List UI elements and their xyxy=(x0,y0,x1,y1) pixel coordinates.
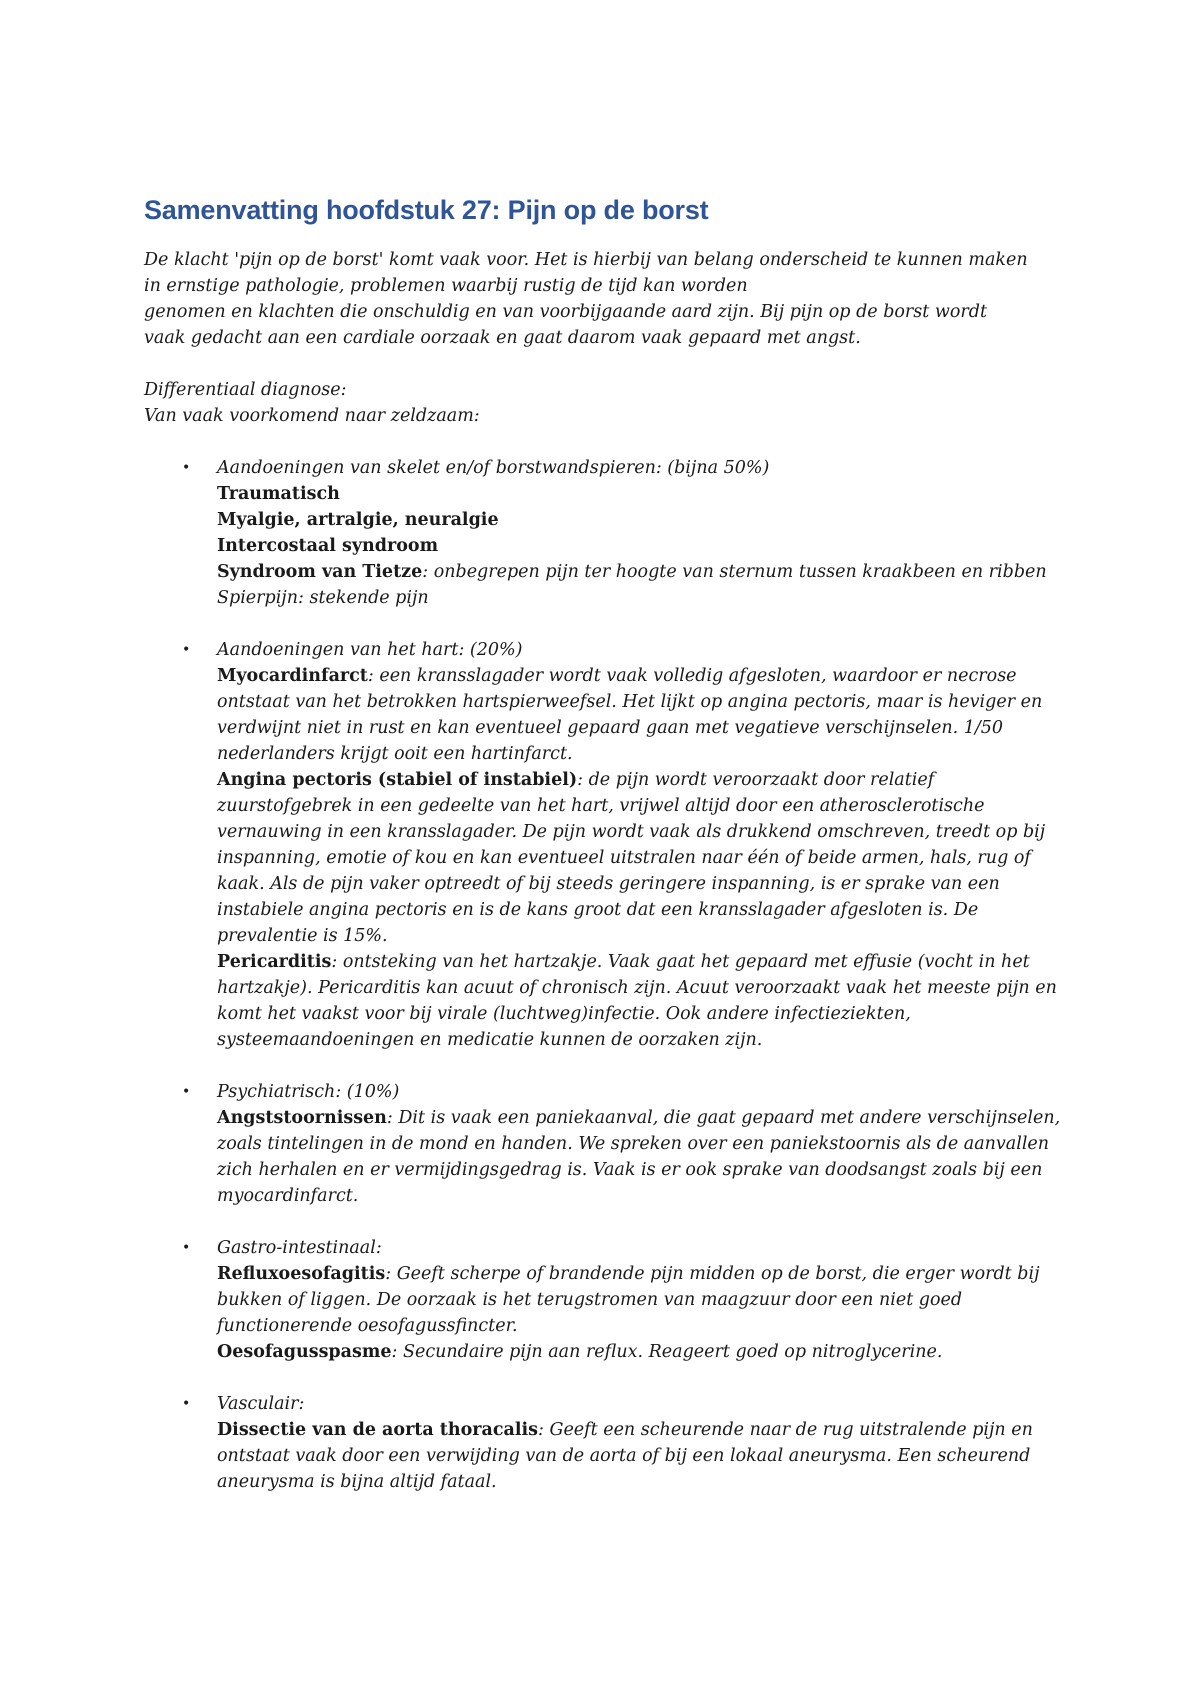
bullet-icon: • xyxy=(182,1240,191,1256)
entry-term: Pericarditis xyxy=(217,952,332,972)
list-item xyxy=(144,455,1064,611)
section-entry xyxy=(217,481,1064,507)
entry-text: : onbegrepen pijn ter hoogte van sternum tussen kraakbeen en ribben xyxy=(422,562,1047,582)
entry-text: : de pijn wordt veroorzaakt door relatief zuurstofgebrek in een gedeelte van het hart, vrijwel altijd door een atherosclerotische vernauwing in een kransslagader. De pijn wordt vaak als drukkend omschreven, treedt op bij inspanning, emotie of kou en kan eventueel uitstralen naar één of beide armen, hals, rug of kaak. Als de pijn vaker optreedt of bij steeds geringere inspanning, is er sprake van een instabiele angina pectoris en is de kans groot dat een kransslagader afgesloten is. De prevalentie is 15%. xyxy=(217,770,1046,946)
entry-term: Oesofagusspasme xyxy=(217,1342,392,1362)
entry-text: Spierpijn: stekende pijn xyxy=(217,588,429,608)
section-heading: Aandoeningen van skelet en/of borstwandspieren: (bijna 50%) xyxy=(217,458,770,478)
entry-term: Intercostaal syndroom xyxy=(217,536,439,556)
entry-text: : ontsteking van het hartzakje. Vaak gaat het gepaard met effusie (vocht in het hartzakje). Pericarditis kan acuut of chronisch zijn. Acuut veroorzaakt vaak het meeste pijn en komt het vaakst voor bij virale (luchtweg)infectie. Ook andere infectieziekten, systeemaandoeningen en medicatie kunnen de oorzaken zijn. xyxy=(217,952,1057,1050)
section-entry xyxy=(217,949,1064,1053)
section-entry xyxy=(217,1339,1064,1365)
entry-text: : Geeft scherpe of brandende pijn midden op de borst, die erger wordt bij bukken of liggen. De oorzaak is het terugstromen van maagzuur door een niet goed functionerende oesofagussfincter. xyxy=(217,1264,1040,1336)
bullet-icon: • xyxy=(182,1084,191,1100)
entry-term: Myalgie, artralgie, neuralgie xyxy=(217,510,499,530)
section-entry xyxy=(217,559,1064,585)
differential-label: Differentiaal diagnose: xyxy=(144,380,347,400)
entry-term: Angststoornissen xyxy=(217,1108,387,1128)
section-entry xyxy=(217,663,1064,767)
bullet-icon: • xyxy=(182,1396,191,1412)
section-heading: Gastro-intestinaal: xyxy=(217,1238,382,1258)
section-entry xyxy=(217,1261,1064,1339)
list-item xyxy=(144,1391,1064,1495)
section-entry xyxy=(217,533,1064,559)
entry-term: Myocardinfarct xyxy=(217,666,368,686)
section-entry xyxy=(217,585,1064,611)
bullet-icon: • xyxy=(182,642,191,658)
intro-line: De klacht 'pijn op de borst' komt vaak voor. Het is hierbij van belang onderscheid te kunnen maken xyxy=(144,250,1028,270)
diagnosis-list xyxy=(144,455,1064,1495)
list-item xyxy=(144,637,1064,1053)
intro-paragraph xyxy=(144,247,1064,351)
list-item xyxy=(144,1079,1064,1209)
section-heading: Vasculair: xyxy=(217,1394,305,1414)
section-entry xyxy=(217,767,1064,949)
entry-text: : Geeft een scheurende naar de rug uitstralende pijn en ontstaat vaak door een verwijding van de aorta of bij een lokaal aneurysma. Een scheurend aneurysma is bijna altijd fataal. xyxy=(217,1420,1033,1492)
section-heading: Aandoeningen van het hart: (20%) xyxy=(217,640,523,660)
document-body xyxy=(144,193,1064,1521)
differential-heading xyxy=(144,377,1064,429)
section-heading: Psychiatrisch: (10%) xyxy=(217,1082,400,1102)
page-title: Samenvatting hoofdstuk 27: Pijn op de borst xyxy=(144,195,709,225)
section-entry xyxy=(217,1417,1064,1495)
entry-term: Angina pectoris (stabiel of instabiel) xyxy=(217,770,578,790)
entry-text: : Dit is vaak een paniekaanval, die gaat gepaard met andere verschijnselen, zoals tintelingen in de mond en handen. We spreken over een paniekstoornis als de aanvallen zich herhalen en er vermijdingsgedrag is. Vaak is er ook sprake van doodsangst zoals bij een myocardinfarct. xyxy=(217,1108,1061,1206)
section-entry xyxy=(217,507,1064,533)
intro-line: vaak gedacht aan een cardiale oorzaak en gaat daarom vaak gepaard met angst. xyxy=(144,328,861,348)
entry-term: Refluxoesofagitis xyxy=(217,1264,386,1284)
differential-sublabel: Van vaak voorkomend naar zeldzaam: xyxy=(144,406,480,426)
entry-term: Traumatisch xyxy=(217,484,340,504)
intro-line: genomen en klachten die onschuldig en van voorbijgaande aard zijn. Bij pijn op de borst wordt xyxy=(144,302,987,322)
entry-text: : een kransslagader wordt vaak volledig afgesloten, waardoor er necrose ontstaat van het betrokken hartspierweefsel. Het lijkt op angina pectoris, maar is heviger en verdwijnt niet in rust en kan eventueel gepaard gaan met vegatieve verschijnselen. 1/50 nederlanders krijgt ooit een hartinfarct. xyxy=(217,666,1043,764)
entry-text: : Secundaire pijn aan reflux. Reageert goed op nitroglycerine. xyxy=(391,1342,943,1362)
section-entry xyxy=(217,1105,1064,1209)
intro-line: in ernstige pathologie, problemen waarbij rustig de tijd kan worden xyxy=(144,276,748,296)
entry-term: Syndroom van Tietze xyxy=(217,562,423,582)
entry-term: Dissectie van de aorta thoracalis xyxy=(217,1420,538,1440)
bullet-icon: • xyxy=(182,460,191,476)
list-item xyxy=(144,1235,1064,1365)
